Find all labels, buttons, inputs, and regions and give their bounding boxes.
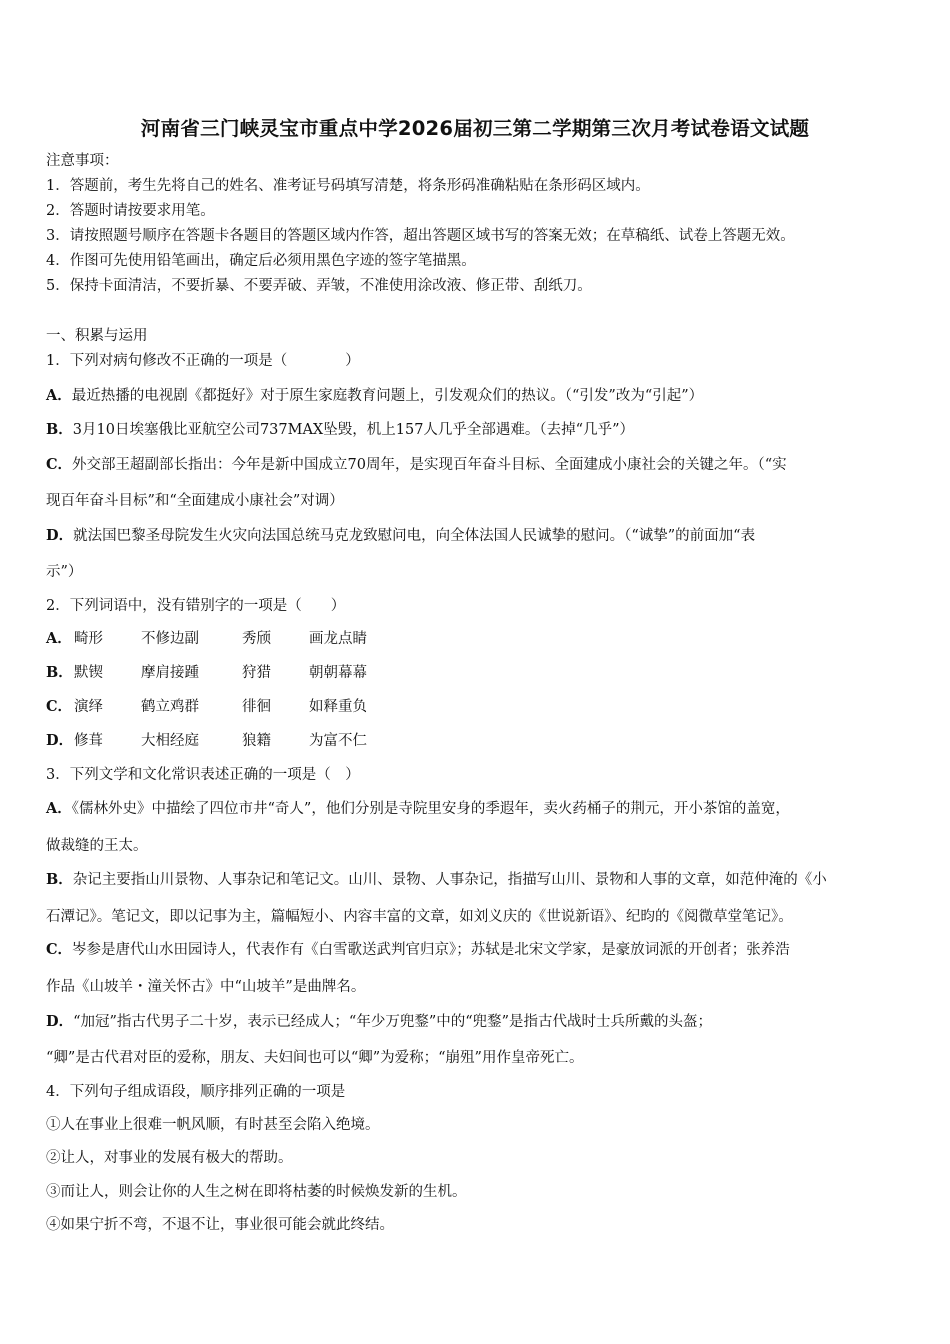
question-3-option-a [46, 799, 790, 819]
question-3-option-d [46, 1012, 712, 1032]
question-1-option-a [46, 386, 703, 406]
question-1-stem: 1．下列对病句修改不正确的一项是（ ） [46, 353, 360, 369]
notice-heading: 注意事项： [46, 153, 119, 169]
option-label: A． [46, 630, 72, 647]
option-word: 朝朝幕幕 [309, 665, 367, 681]
option-word: 狩猎 [242, 665, 271, 681]
notice-item: 3．请按照题号顺序在答题卡各题目的答题区域内作答，超出答题区域书写的答案无效；在草稿纸、试卷上答题无效。 [46, 228, 795, 244]
option-label: D． [46, 1013, 74, 1030]
option-word: 摩肩接踵 [141, 665, 199, 681]
option-word: 畸形 [74, 631, 103, 647]
option-word: 不修边副 [141, 631, 199, 647]
question-3-option-a-cont: 做裁缝的王太。 [46, 838, 148, 854]
option-text: 外交部王超副部长指出：今年是新中国成立70周年，是实现百年奋斗目标、全面建成小康社会的关键之年。（“实 [72, 457, 787, 473]
option-label: D． [46, 732, 74, 749]
question-3-option-b-cont: 石潭记》。笔记文，即以记事为主，篇幅短小、内容丰富的文章，如刘义庆的《世说新语》、纪昀的《阅微草堂笔记》。 [46, 909, 793, 925]
option-word: 秀颀 [242, 631, 271, 647]
question-1-option-c [46, 455, 787, 475]
question-4-sentence: ②让人，对事业的发展有极大的帮助。 [46, 1150, 293, 1166]
question-3-option-c [46, 940, 790, 960]
option-label: A． [46, 800, 72, 817]
option-text: “加冠”指古代男子二十岁，表示已经成人；“年少万兜鍪”中的“兜鍪”是指古代战时士兵所戴的头盔； [73, 1014, 713, 1030]
option-label: B． [46, 871, 73, 888]
question-4-stem: 4．下列句子组成语段，顺序排列正确的一项是 [46, 1084, 346, 1100]
option-word: 狼籍 [242, 733, 271, 749]
option-word: 画龙点睛 [309, 631, 367, 647]
section-heading: 一、积累与运用 [46, 328, 148, 344]
question-3-option-c-cont: 作品《山坡羊・潼关怀古》中“山坡羊”是曲牌名。 [46, 979, 366, 995]
notice-item: 4．作图可先使用铅笔画出，确定后必须用黑色字迹的签字笔描黑。 [46, 253, 476, 269]
notice-item: 5．保持卡面清洁，不要折暴、不要弄破、弄皱，不准使用涂改液、修正带、刮纸刀。 [46, 278, 592, 294]
notice-item: 2．答题时请按要求用笔。 [46, 203, 215, 219]
option-text: 《儒林外史》中描绘了四位市井“奇人”，他们分别是寺院里安身的季遐年，卖火药桶子的荆元，开小茶馆的盖宽， [71, 801, 790, 817]
question-3-option-d-cont: “卿”是古代君对臣的爱称，朋友、夫妇间也可以“卿”为爱称；“崩殂”用作皇帝死亡。 [46, 1050, 584, 1066]
option-word: 演绎 [74, 699, 103, 715]
question-4-sentence: ④如果宁折不弯，不退不让，事业很可能会就此终结。 [46, 1217, 394, 1233]
question-1-option-d [46, 526, 755, 546]
option-text: 3月10日埃塞俄比亚航空公司737MAX坠毁，机上157人几乎全部遇难。（去掉“几乎”） [72, 422, 635, 438]
option-label: A． [46, 387, 72, 404]
question-2-stem: 2．下列词语中，没有错别字的一项是（ ） [46, 598, 346, 614]
question-1-option-b [46, 420, 634, 440]
option-word: 修葺 [74, 733, 103, 749]
notice-item: 1．答题前，考生先将自己的姓名、准考证号码填写清楚，将条形码准确粘贴在条形码区域内。 [46, 178, 650, 194]
question-1-option-c-cont: 现百年奋斗目标”和“全面建成小康社会”对调） [46, 493, 344, 509]
option-text: 就法国巴黎圣母院发生火灾向法国总统马克龙致慰问电，向全体法国人民诚挚的慰问。（“诚挚”的前面加“表 [73, 528, 756, 544]
option-text: 最近热播的电视剧《都挺好》对于原生家庭教育问题上，引发观众们的热议。（“引发”改为“引起”） [71, 388, 704, 404]
option-word: 鹤立鸡群 [141, 699, 199, 715]
option-text: 岑参是唐代山水田园诗人，代表作有《白雪歌送武判官归京》；苏轼是北宋文学家，是豪放词派的开创者；张养浩 [72, 942, 790, 958]
option-label: C． [46, 698, 73, 715]
question-1-option-d-cont: 示”） [46, 564, 83, 580]
question-4-sentence: ①人在事业上很难一帆风顺，有时甚至会陷入绝境。 [46, 1117, 380, 1133]
option-word: 为富不仁 [309, 733, 367, 749]
option-word: 如释重负 [309, 699, 367, 715]
question-3-option-b [46, 870, 827, 890]
option-label: B． [46, 421, 73, 438]
option-label: C． [46, 941, 73, 958]
option-word: 徘徊 [242, 699, 271, 715]
question-4-sentence: ③而让人，则会让你的人生之树在即将枯萎的时候焕发新的生机。 [46, 1184, 467, 1200]
page-title: 河南省三门峡灵宝市重点中学2026届初三第二学期第三次月考试卷语文试题 [140, 117, 810, 140]
option-text: 杂记主要指山川景物、人事杂记和笔记文。山川、景物、人事杂记，指描写山川、景物和人事的文章，如范仲淹的《小 [72, 872, 827, 888]
option-label: D． [46, 527, 74, 544]
question-3-stem: 3．下列文学和文化常识表述正确的一项是（ ） [46, 767, 360, 783]
option-word: 大相经庭 [141, 733, 199, 749]
option-label: C． [46, 456, 73, 473]
option-word: 默锲 [74, 665, 103, 681]
option-label: B． [46, 664, 73, 681]
